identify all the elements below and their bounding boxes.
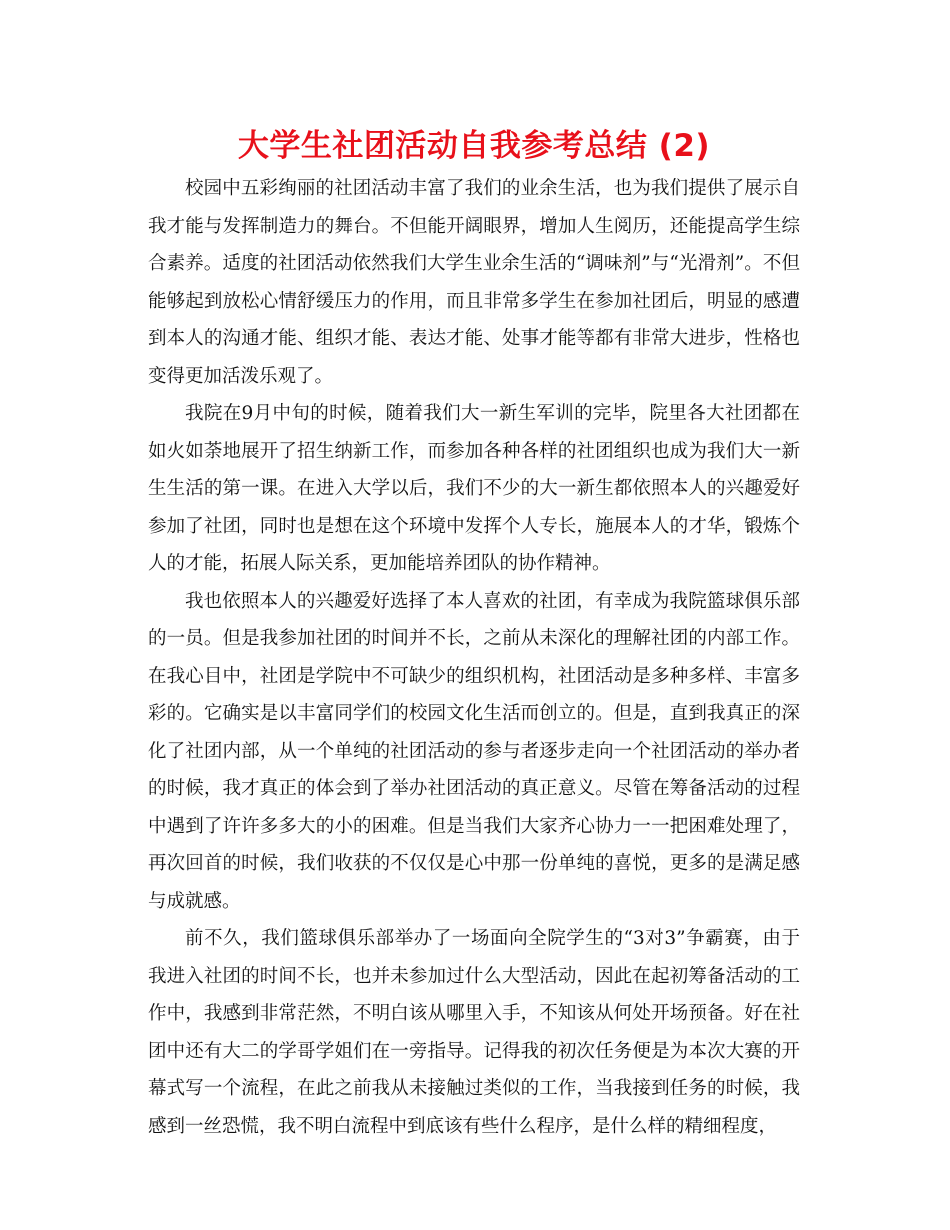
paragraph-1: 校园中五彩绚丽的社团活动丰富了我们的业余生活，也为我们提供了展示自我才能与发挥制造力的舞台。不但能开阔眼界，增加人生阅历，还能提高学生综合素养。适度的社团活动依然我们大学生业余生活的“调味剂”与“光滑剂”。不但能够起到放松心情舒缓压力的作用，而且非常多学生在参加社团后，明显的感遭到本人的沟通才能、组织才能、表达才能、处事才能等都有非常大进步，性格也变得更加活泼乐观了。: [148, 178, 800, 387]
paragraph-2: 我院在9月中旬的时候，随着我们大一新生军训的完毕，院里各大社团都在如火如荼地展开了招生纳新工作，而参加各种各样的社团组织也成为我们大一新生生活的第一课。在进入大学以后，我们不少的大一新生都依照本人的兴趣爱好参加了社团，同时也是想在这个环境中发挥个人专长，施展本人的才华，锻炼个人的才能，拓展人际关系，更加能培养团队的协作精神。: [148, 403, 800, 574]
document-body: [148, 170, 800, 1145]
paragraph-3: 我也依照本人的兴趣爱好选择了本人喜欢的社团，有幸成为我院篮球俱乐部的一员。但是我参加社团的时间并不长，之前从未深化的理解社团的内部工作。在我心目中，社团是学院中不可缺少的组织机构，社团活动是多种多样、丰富多彩的。它确实是以丰富同学们的校园文化生活而创立的。但是，直到我真正的深化了社团内部，从一个单纯的社团活动的参与者逐步走向一个社团活动的举办者的时候，我才真正的体会到了举办社团活动的真正意义。尽管在筹备活动的过程中遇到了许许多多大的小的困难。但是当我们大家齐心协力一一把困难处理了，再次回首的时候，我们收获的不仅仅是心中那一份单纯的喜悦，更多的是满足感与成就感。: [148, 590, 800, 912]
document-title: 大学生社团活动自我参考总结 (2): [237, 128, 711, 164]
paragraph-4: 前不久，我们篮球俱乐部举办了一场面向全院学生的“3对3”争霸赛，由于我进入社团的时间不长，也并未参加过什么大型活动，因此在起初筹备活动的工作中，我感到非常茫然，不明白该从哪里入手，不知该从何处开场预备。好在社团中还有大二的学哥学姐们在一旁指导。记得我的初次任务便是为本次大赛的开幕式写一个流程，在此之前我从未接触过类似的工作，当我接到任务的时候，我感到一丝恐慌，我不明白流程中到底该有些什么程序，是什么样的精细程度，: [148, 928, 800, 1137]
